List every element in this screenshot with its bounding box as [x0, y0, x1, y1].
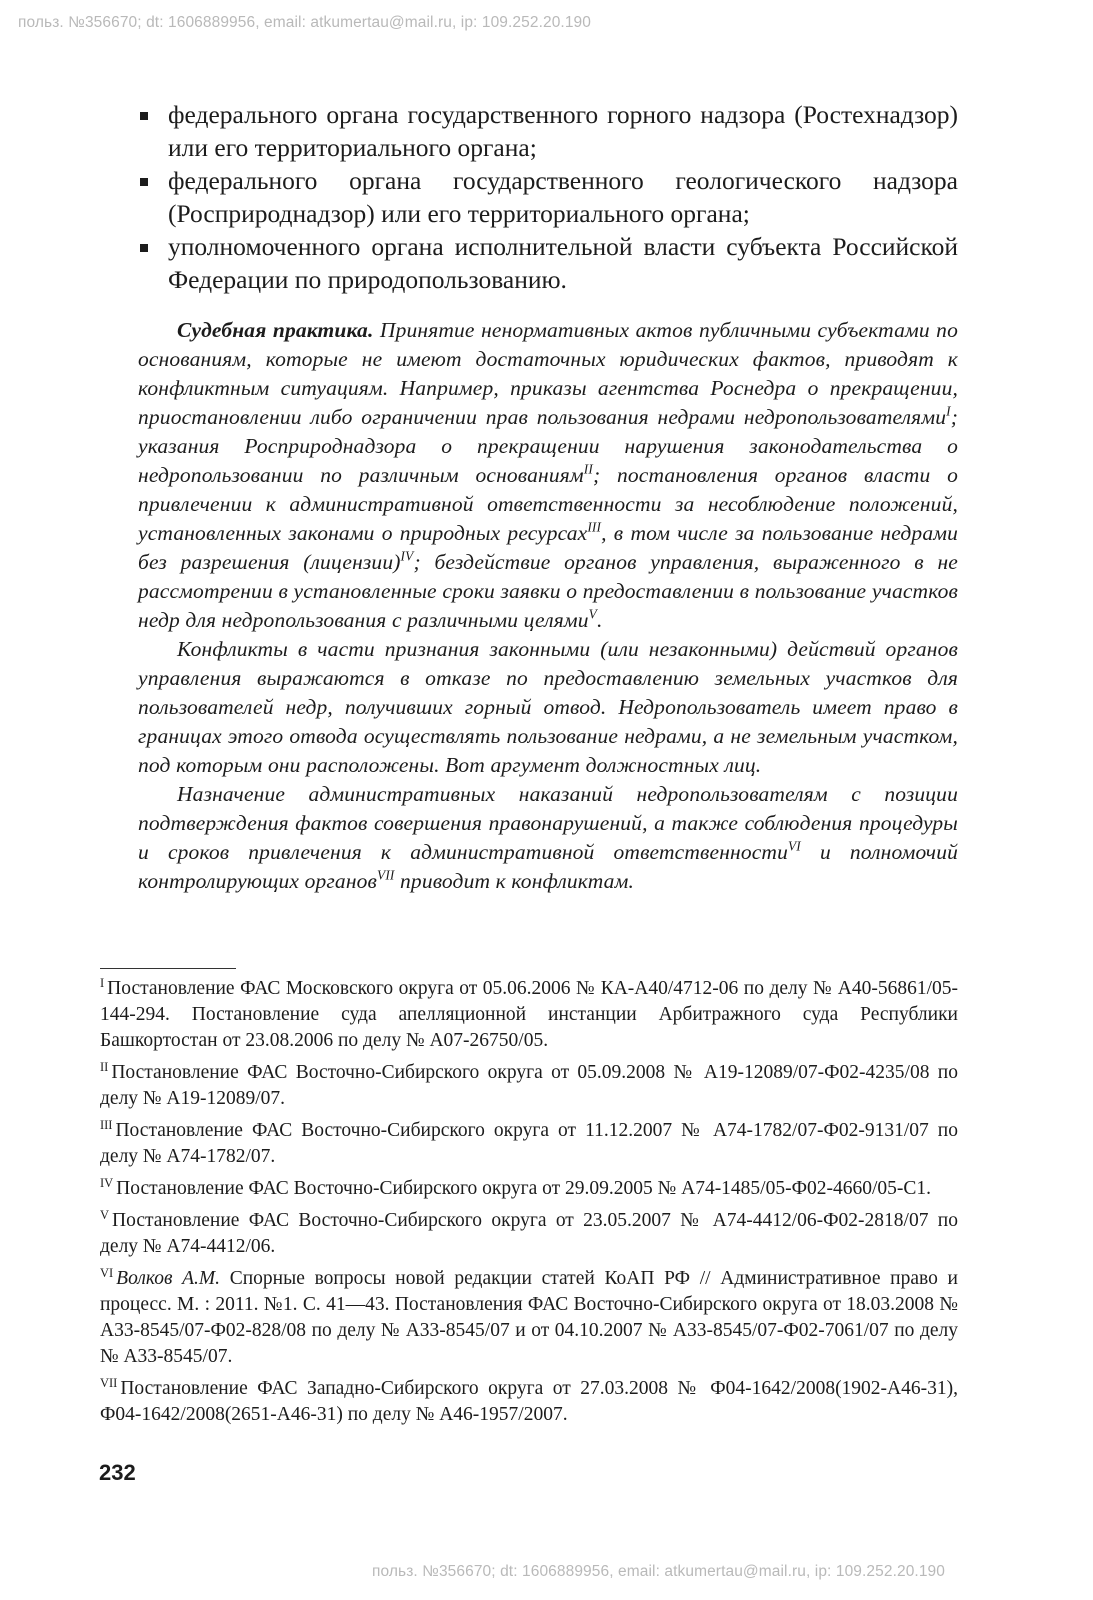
footnote-text: Постановление ФАС Восточно-Сибирского округа от 29.09.2005 № А74-1485/05-Ф02-4660/05-С1. — [116, 1178, 932, 1199]
watermark-bottom: польз. №356670; dt: 1606889956, email: atkumertau@mail.ru, ip: 109.252.20.190 — [372, 1563, 945, 1580]
text-run: ; бездействие органов управления, выраженного в не рассмотрении в установленные сроки заявки о предоставлении в пользование участков недр для недропользования с различными целями — [138, 550, 958, 632]
practice-paragraph-2: Конфликты в части признания законными (или незаконными) действий органов управления выражаются в отказе по предоставлению земельных участков для пользователей недр, получивших горный отвод. Недропользователь имеет право в границах этого отвода осуществлять пользование недрами, а не земельным участком, под которым они расположены. Вот аргумент должностных лиц. — [138, 637, 958, 777]
text-run: , в том числе за пользование недрами без разрешения (лицензии) — [138, 521, 959, 574]
footnote-author: Волков А.М. — [116, 1268, 221, 1289]
footnote-ref[interactable]: II — [583, 461, 593, 477]
footnote-text: Постановление ФАС Восточно-Сибирского округа от 05.09.2008 № А19-12089/07-Ф02-4235/08 по делу № А19-12089/07. — [100, 1062, 958, 1109]
court-practice-section — [138, 316, 958, 896]
footnote — [100, 1118, 958, 1170]
text-run: . — [596, 608, 603, 632]
footnote-mark: II — [100, 1060, 109, 1075]
bullet-item: федерального органа государственного горного надзора (Ростехнадзор) или его территориального органа; — [140, 98, 958, 164]
footnote-divider — [100, 968, 236, 969]
practice-paragraph-1 — [138, 316, 958, 635]
watermark-top: польз. №356670; dt: 1606889956, email: atkumertau@mail.ru, ip: 109.252.20.190 — [18, 14, 591, 31]
text-run: ; постановления органов власти о привлечении к административной ответственности за несоблюдение положений, установленных законами о природных ресурсах — [138, 463, 958, 545]
page-number: 232 — [99, 1460, 136, 1485]
practice-heading: Судебная практика. — [177, 318, 374, 342]
text-run: ; указания Росприроднадзора о прекращении нарушения законодательства о недропользовании по различным основаниям — [138, 405, 958, 487]
footnotes — [100, 976, 958, 1434]
footnote — [100, 1376, 958, 1428]
footnote-ref[interactable]: V — [588, 606, 597, 622]
footnote-ref[interactable]: VII — [377, 867, 395, 883]
footnote-mark: VI — [100, 1266, 114, 1281]
bullet-item: федерального органа государственного геологического надзора (Росприроднадзор) или его территориального органа; — [140, 164, 958, 230]
footnote-mark: VII — [100, 1376, 118, 1391]
footnote-text: Спорные вопросы новой редакции статей КоАП РФ // Административное право и процесс. М. : 2011. №1. С. 41—43. Постановления ФАС Восточно-Сибирского округа от 18.03.2008 № А33-8545/07-Ф02-828/08 по делу № А33-8545/07 и от 04.10.2007 № А33-8545/07-Ф02-7061/07 по делу № А33-8545/07. — [100, 1268, 958, 1367]
bullet-list — [140, 98, 958, 296]
footnote-ref[interactable]: IV — [400, 548, 414, 564]
footnote — [100, 1208, 958, 1260]
footnote — [100, 1060, 958, 1112]
footnote-text: Постановление ФАС Восточно-Сибирского округа от 23.05.2007 № А74-4412/06-Ф02-2818/07 по делу № А74-4412/06. — [100, 1210, 958, 1257]
text-run: приводит к конфликтам. — [394, 869, 634, 893]
footnote-text: Постановление ФАС Западно-Сибирского округа от 27.03.2008 № Ф04-1642/2008(1902-А46-31), Ф04-1642/2008(2651-А46-31) по делу № А46-1957/2007. — [100, 1378, 958, 1425]
footnote — [100, 1266, 958, 1370]
footnote-mark: I — [100, 976, 105, 991]
footnote-mark: IV — [100, 1176, 114, 1191]
bullet-item: уполномоченного органа исполнительной власти субъекта Российской Федерации по природопользованию. — [140, 230, 958, 296]
text-run: Назначение административных наказаний недропользователям с позиции подтверждения фактов совершения правонарушений, а также соблюдения процедуры и сроков привлечения к административной ответственности — [138, 782, 958, 864]
footnote — [100, 1176, 958, 1202]
practice-paragraph-3 — [138, 780, 958, 896]
footnote-text: Постановление ФАС Московского округа от 05.06.2006 № КА-А40/4712-06 по делу № А40-56861/05-144-294. Постановление суда апелляционной инстанции Арбитражного суда Республики Башкортостан от 23.08.2006 по делу № А07-26750/05. — [100, 978, 958, 1051]
text-run: и полномочий контролирующих органов — [138, 840, 959, 893]
footnote-ref[interactable]: I — [946, 403, 951, 419]
footnote-text: Постановление ФАС Восточно-Сибирского округа от 11.12.2007 № А74-1782/07-Ф02-9131/07 по делу № А74-1782/07. — [100, 1120, 958, 1167]
text-run: Принятие ненормативных актов публичными субъектами по основаниям, которые не имеют достаточных юридических фактов, приводят к конфликтным ситуациям. Например, приказы агентства Роснедра о прекращении, приостановлении либо ограничении прав пользования недрами недропользователями — [138, 318, 958, 429]
footnote — [100, 976, 958, 1054]
footnote-mark: V — [100, 1208, 110, 1223]
footnote-ref[interactable]: VI — [788, 838, 801, 854]
footnote-ref[interactable]: III — [587, 519, 602, 535]
footnote-mark: III — [100, 1118, 113, 1133]
